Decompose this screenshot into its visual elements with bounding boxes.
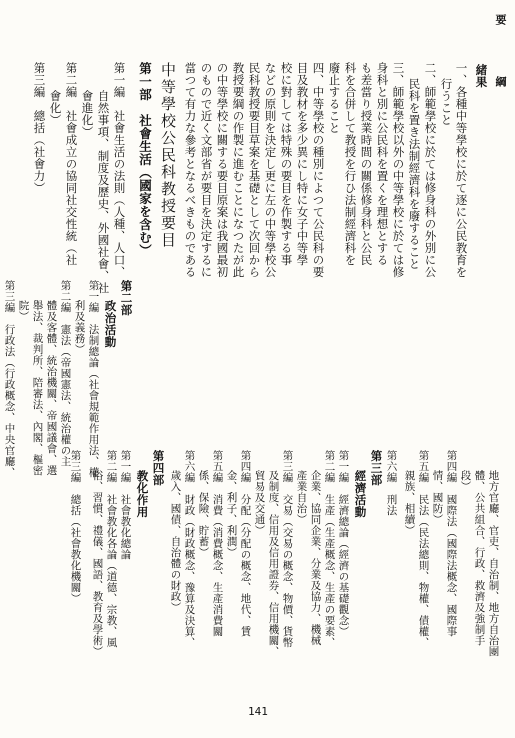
section-heading: 經濟活動 <box>353 470 368 518</box>
text-line: 係、保險、貯蓄） <box>197 470 210 558</box>
header-label-a: 要 <box>494 14 507 37</box>
text-line: 親族、相續） <box>403 470 416 536</box>
part-heading: 第一部 社會生活（國家を含む） <box>137 62 153 257</box>
text-line: 會進化） <box>80 90 95 138</box>
text-line: 第三編 總括（社會力） <box>32 62 47 194</box>
text-line: 第二編 生產（生產概念、生產の要素、 <box>323 450 336 648</box>
text-line: 第三編 行政法（行政概念、中央官廳、 <box>3 280 16 478</box>
list-item: 民科教授要目草案を基礎として次回から <box>247 62 262 278</box>
section-heading: 政治活動 <box>103 300 118 348</box>
list-item: 行うこと <box>439 78 454 126</box>
text-line: 段） <box>459 470 472 492</box>
page-number: 141 <box>248 705 268 718</box>
text-line: 第二編 社會教化各論（道德、宗教、風 <box>105 450 118 648</box>
text-line: 歲入、國債、自治體の財政） <box>169 470 182 613</box>
list-item: 一、各種中等學校に於て逐に公民教育を <box>454 62 469 278</box>
text-line: 第一編 社會教化總論 <box>119 450 132 560</box>
section-heading: 教化作用 <box>135 470 150 518</box>
text-line: 第五編 民法（民法總則、物權、債權、 <box>417 450 430 648</box>
list-item: 科を合併して教授を行ひ法制經濟科を <box>343 62 358 266</box>
text-line: 舉法、裁判所、陪審法、內閣、樞密 <box>31 300 44 476</box>
text-line: 第二編 社會成立の協同社交性統（社 <box>64 62 79 266</box>
section-heading: 緒果 <box>474 64 489 88</box>
text-line: 第四編 國際法（國際法概念、國際事 <box>445 450 458 637</box>
part-heading: 第三部 <box>369 450 384 486</box>
text-line: 俗、習慣、禮儀、國語、教育及學術） <box>91 470 104 657</box>
text-line: 企業、協同企業、分業及協力、機械 <box>309 470 322 646</box>
list-item: 廢止すること <box>327 62 342 134</box>
page-title: 中等學校公民科教授要目 <box>159 62 177 249</box>
text-line: 第六編 刑法 <box>385 450 398 516</box>
text-line: 地方官廳、官吏、自治制、地方自治團 <box>487 470 500 657</box>
list-item: 校に對しては特殊の要目を作製する事 <box>279 62 294 266</box>
list-item: 三、師範學校以外の中等學校に於ては修 <box>391 62 406 278</box>
list-item: 當つて有力な參考となるべきものである <box>183 62 198 278</box>
text-line: 第五編 消費（消費概念、生產消費關 <box>211 450 224 637</box>
list-item: などの原則を決定し更に左の中等學校公 <box>263 62 278 278</box>
list-item: のもので近く文部省が要目を決定するに <box>199 62 214 278</box>
text-line: 第四編 分配（分配の概念、地代、賃 <box>239 450 252 637</box>
list-item: 身科と別に公民科を置くを理想とする <box>375 62 390 266</box>
part-heading: 第二部 <box>119 280 134 316</box>
list-item: 民科を置き法制經濟科を廢すること <box>407 78 422 270</box>
text-line: 第六編 財政（財政概念、豫算及決算、 <box>183 450 196 648</box>
part-heading: 第四部 <box>151 450 166 486</box>
header-label-b: 綱 <box>494 76 507 99</box>
text-line: 金、利子、利潤） <box>225 470 238 558</box>
list-item: 四、中等學校の種別によつて公民科の要 <box>311 62 326 278</box>
list-item: 教授要綱の作製に進むことになつたが此 <box>231 62 246 278</box>
text-line: 第一編 法制總論（社會規範作用法、權 <box>87 280 100 478</box>
text-line: 及制度、信用及信用證券、信用機關、 <box>267 470 280 657</box>
text-line: 情、國防） <box>431 470 444 525</box>
text-line: 產業自治） <box>295 470 308 525</box>
text-line: 第一編 經濟總論（經濟の基礎觀念） <box>337 450 350 637</box>
list-item: も差當り授業時間の關係修身科と公民 <box>359 62 374 266</box>
text-line: 第一編 社會生活の法則（人種、人口、 <box>112 62 127 278</box>
text-line: 自然事項、制度及歷史、外國社會、社 <box>96 90 111 294</box>
text-line: 第三編 交易（交易の概念、物價、貨幣 <box>281 450 294 648</box>
text-line: 體、公共組合、行政、救濟及強制手 <box>473 470 486 646</box>
list-item: の中等學校に關する要目原案は我國最初 <box>215 62 230 278</box>
text-line: 體及客體、統治機關、帝國議會、選 <box>45 300 58 476</box>
text-line: 第三編 總括（社會教化機關） <box>69 450 82 604</box>
text-line: 利及義務） <box>73 300 86 355</box>
list-item: 二、師範學校に於ては修身科の外別に公 <box>423 62 438 278</box>
text-line: 貿易及交通） <box>253 470 266 536</box>
list-item: 目及教材を多少異にし特に女子中等學 <box>295 62 310 266</box>
text-line: 第二編 憲法（帝國憲法、統治權の主 <box>59 280 72 467</box>
text-line: 會化） <box>48 90 63 126</box>
text-line: 院） <box>17 300 30 322</box>
